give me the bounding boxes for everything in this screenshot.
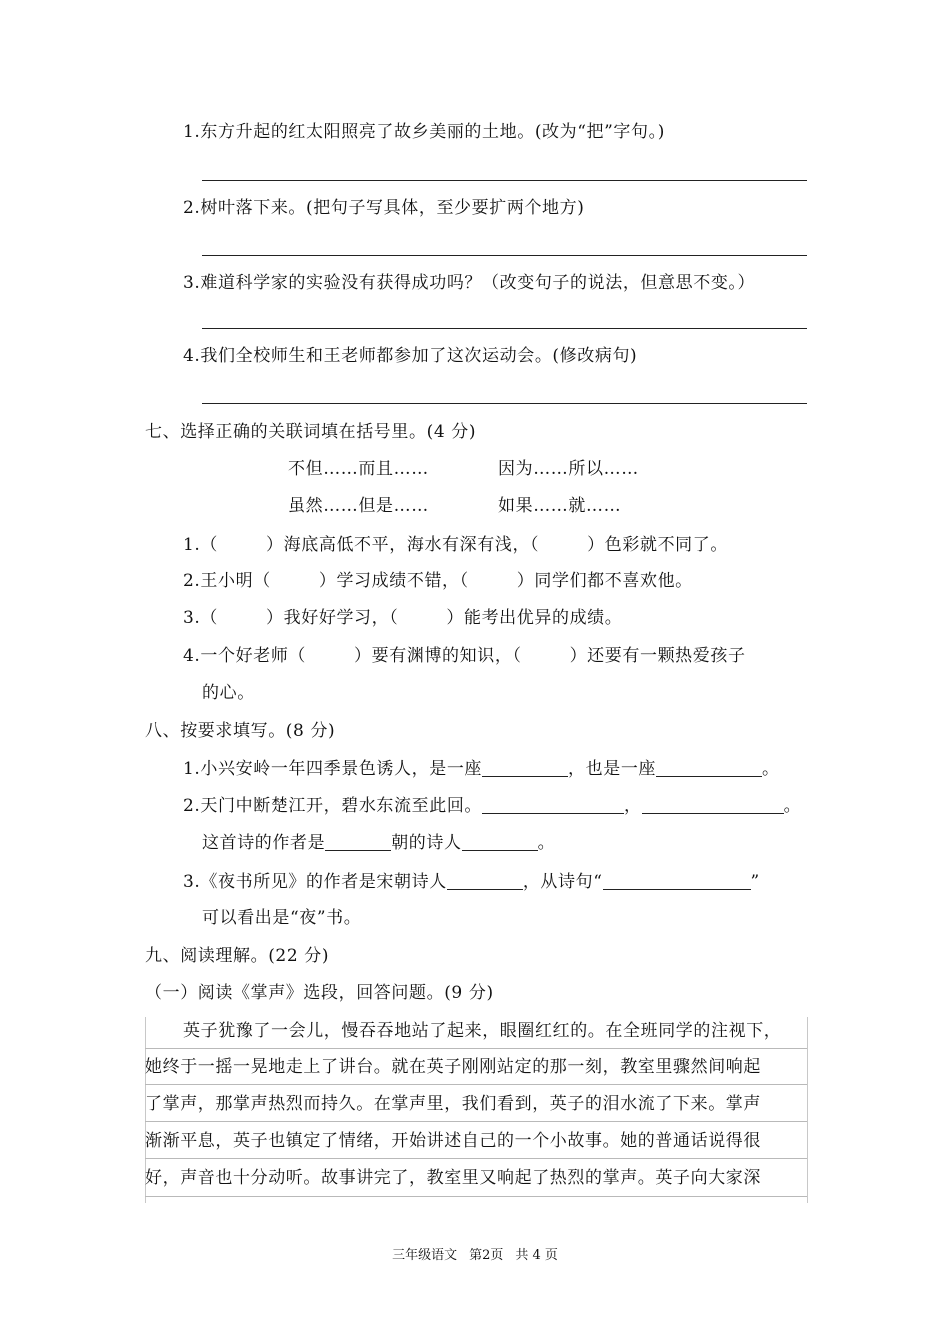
passage-rule [145,1158,807,1159]
question-8-2-author: 这首诗的作者是 朝的诗人 。 [202,833,556,853]
question-8-3-continuation: 可以看出是“夜”书。 [202,908,362,928]
question-6-3: 3.难道科学家的实验没有获得成功吗？（改变句子的说法，但意思不变。） [183,273,756,293]
answer-line-6-4[interactable] [202,403,807,404]
question-6-2: 2.树叶落下来。(把句子写具体，至少要扩两个地方) [183,198,585,218]
section-9-title: 九、阅读理解。(22 分) [145,946,330,966]
option-yinwei-suoyi: 因为……所以…… [498,459,639,479]
question-7-3: 3.（ ）我好好学习，（ ）能考出优异的成绩。 [183,608,623,628]
blank-8-1b[interactable] [656,758,762,777]
question-8-3: 3.《夜书所见》的作者是宋朝诗人 ，从诗句“ ” [183,872,760,892]
answer-line-6-1[interactable] [202,180,807,181]
passage-rule [145,1121,807,1122]
blank-8-3-line[interactable] [603,871,751,890]
question-7-4-continuation: 的心。 [202,683,255,703]
answer-line-6-3[interactable] [202,328,807,329]
footer-page: 第2页 [469,1248,504,1263]
answer-line-6-2[interactable] [202,255,807,256]
question-7-4: 4.一个好老师（ ）要有渊博的知识，（ ）还要有一颗热爱孩子 [183,646,746,666]
option-suiran-danshi: 虽然……但是…… [288,496,429,516]
passage-line-2: 她终于一摇一晃地走上了讲台。就在英子刚刚站定的那一刻，教室里骤然间响起 [145,1057,761,1077]
passage-right-border [807,1017,808,1203]
section-7-title: 七、选择正确的关联词填在括号里。(4 分) [145,422,477,442]
blank-8-2-poet[interactable] [462,832,538,851]
blank-8-3-poet[interactable] [447,871,523,890]
passage-line-1: 英子犹豫了一会儿，慢吞吞地站了起来，眼圈红红的。在全班同学的注视下， [183,1021,782,1041]
question-8-2: 2.天门中断楚江开，碧水东流至此回。 ， 。 [183,796,802,816]
question-7-2: 2.王小明（ ）学习成绩不错，（ ）同学们都不喜欢他。 [183,571,693,591]
option-ruguo-jiu: 如果……就…… [498,496,622,516]
footer-total: 共 4 页 [515,1248,558,1263]
blank-8-2b[interactable] [642,795,784,814]
passage-line-4: 渐渐平息，英子也镇定了情绪，开始讲述自己的一个小故事。她的普通话说得很 [145,1131,761,1151]
reading-passage-1-title: （一）阅读《掌声》选段，回答问题。(9 分) [145,983,494,1003]
passage-rule [145,1196,807,1197]
passage-line-3: 了掌声，那掌声热烈而持久。在掌声里，我们看到，英子的泪水流了下来。掌声 [145,1094,761,1114]
section-8-title: 八、按要求填写。(8 分) [145,721,336,741]
passage-rule [145,1048,807,1049]
blank-8-2-dynasty[interactable] [325,832,391,851]
blank-8-1a[interactable] [482,758,568,777]
passage-rule [145,1084,807,1085]
option-budan-erqie: 不但……而且…… [288,459,429,479]
footer-subject: 三年级语文 [392,1248,458,1263]
question-7-1: 1.（ ）海底高低不平，海水有深有浅，（ ）色彩就不同了。 [183,535,728,555]
blank-8-2a[interactable] [482,795,624,814]
question-6-1: 1.东方升起的红太阳照亮了故乡美丽的土地。(改为“把”字句。) [183,122,665,142]
question-6-4: 4.我们全校师生和王老师都参加了这次运动会。(修改病句) [183,346,638,366]
question-8-1: 1.小兴安岭一年四季景色诱人，是一座 ，也是一座 。 [183,759,780,779]
passage-line-5: 好，声音也十分动听。故事讲完了，教室里又响起了热烈的掌声。英子向大家深 [145,1168,761,1188]
page-footer [0,1247,950,1265]
